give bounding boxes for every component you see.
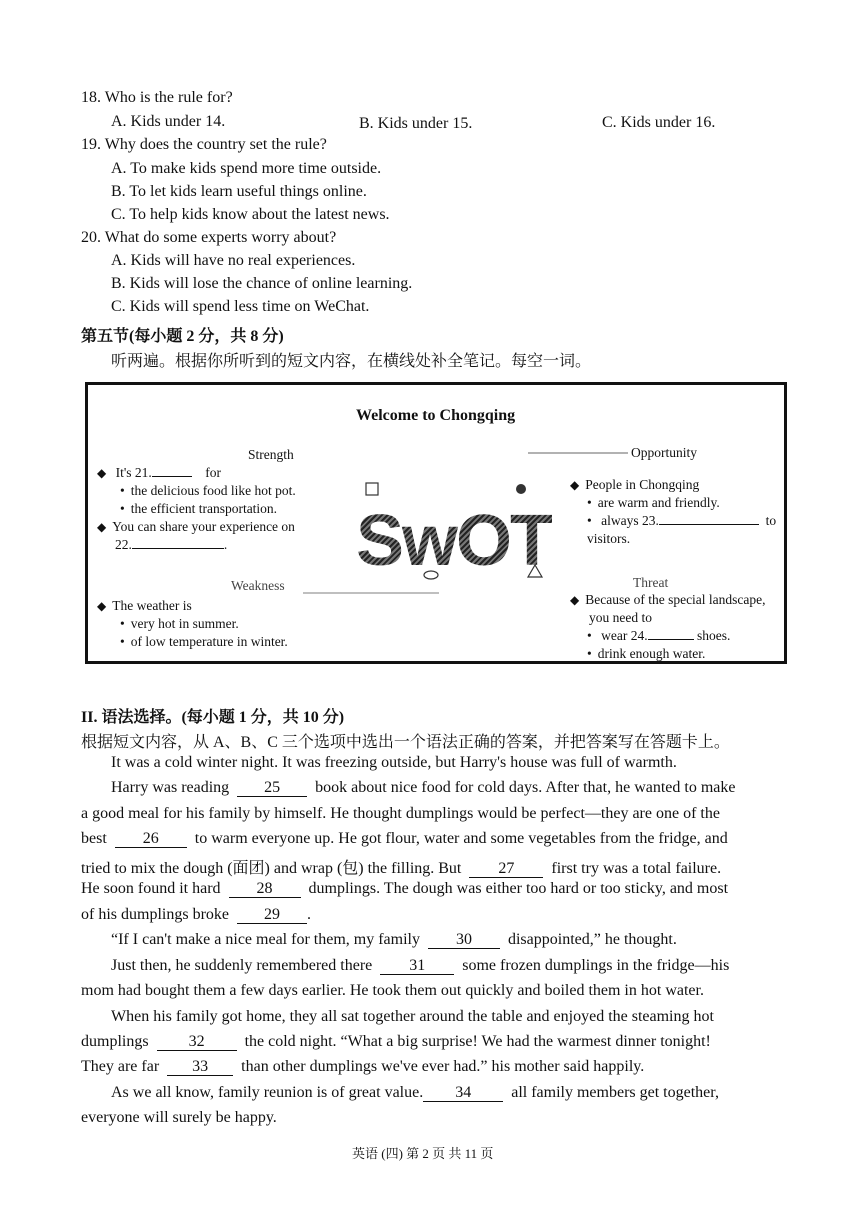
blank-26: 26	[115, 831, 187, 848]
passage-text: of his dumplings broke	[81, 906, 229, 923]
passage-text: all family members get together,	[511, 1084, 719, 1101]
swot-opportunity-sub2	[587, 513, 776, 529]
question-19-option-c: C. To help kids know about the latest news.	[111, 206, 390, 223]
passage-text: to warm everyone up. He got flour, water and some vegetables from the fridge, and	[194, 830, 728, 847]
question-19-option-a: A. To make kids spend more time outside.	[111, 160, 382, 177]
passage-line-5	[81, 855, 721, 878]
swot-threat-label: Threat	[633, 575, 669, 590]
blank-22-label: 22.	[115, 537, 132, 552]
swot-weakness-sub2: • of low temperature in winter.	[120, 634, 288, 650]
swot-weakness-line1: ◆ The weather is	[97, 598, 192, 614]
swot-decoration-icons	[350, 475, 553, 585]
swot-notes-box	[85, 382, 787, 664]
passage-line-2	[111, 779, 736, 797]
swot-strength-label: Strength	[248, 447, 294, 462]
blank-28: 28	[229, 881, 301, 898]
passage-text: disappointed,” he thought.	[507, 931, 677, 948]
page-footer: 英语 (四) 第 2 页 共 11 页	[352, 1146, 494, 1161]
cloud-icon	[424, 571, 438, 579]
blank-25: 25	[237, 780, 307, 797]
passage-line-12	[81, 1033, 711, 1051]
swot-title: Welcome to Chongqing	[356, 407, 516, 424]
passage-text: Harry was reading	[111, 779, 230, 796]
passage-line-1: It was a cold winter night. It was freezing outside, but Harry's house was full of warmth.	[111, 754, 677, 771]
passage-text: Just then, he suddenly remembered there	[111, 957, 373, 974]
strength-line1-for: for	[205, 465, 222, 480]
question-19-option-b: B. To let kids learn useful things online.	[111, 183, 367, 200]
passage-line-6	[81, 880, 728, 898]
passage-text: first try was a total failure.	[551, 860, 722, 877]
passage-text: dumplings	[81, 1033, 149, 1050]
blank-21	[152, 476, 192, 477]
swot-threat-sub2: • drink enough water.	[587, 646, 705, 662]
blank-22	[132, 548, 224, 549]
threat-sub1-text: wear 24.	[601, 628, 648, 643]
passage-text: than other dumplings we've ever had.” his mother said happily.	[241, 1058, 645, 1075]
threat-sub1-shoes: shoes.	[696, 628, 731, 643]
people-icon	[516, 484, 526, 494]
question-20-option-c: C. Kids will spend less time on WeChat.	[111, 298, 370, 315]
swot-opportunity-sub2-end: visitors.	[587, 531, 631, 546]
question-20-option-a: A. Kids will have no real experiences.	[111, 252, 356, 269]
swot-threat-line1: ◆ Because of the special landscape,	[570, 592, 766, 608]
passage-text: dumplings. The dough was either too hard or too sticky, and most	[308, 880, 729, 897]
swot-strength-line2: ◆ You can share your experience on	[97, 519, 295, 535]
swot-strength-sub1: • the delicious food like hot pot.	[120, 483, 296, 499]
blank-33: 33	[167, 1059, 233, 1076]
blank-24	[648, 639, 694, 640]
question-18-option-a: A. Kids under 14.	[111, 113, 226, 130]
swot-strength-line1	[97, 465, 221, 481]
blank-32: 32	[157, 1034, 237, 1051]
swot-strength-blank22: 22. .	[115, 537, 228, 552]
passage-text: They are far	[81, 1058, 160, 1075]
passage-text: .	[307, 906, 311, 923]
passage-line-11: When his family got home, they all sat together around the table and enjoyed the steaming hot	[111, 1008, 714, 1025]
strength-line1-text: It's 21.	[115, 465, 152, 480]
opportunity-sub2-to: to	[765, 513, 777, 528]
part-2-title: II. 语法选择。(每小题 1 分，共 10 分)	[81, 709, 345, 726]
weakness-connector-line	[303, 589, 443, 597]
blank-27: 27	[469, 861, 543, 878]
passage-line-15: everyone will surely be happy.	[81, 1109, 277, 1126]
blank-29: 29	[237, 907, 307, 924]
blank-31: 31	[380, 958, 454, 975]
question-18-stem: 18. Who is the rule for?	[81, 89, 233, 106]
swot-threat-line1b: you need to	[589, 610, 652, 625]
passage-line-7	[81, 906, 311, 924]
blank-30: 30	[428, 932, 500, 949]
question-20-stem: 20. What do some experts worry about?	[81, 229, 337, 246]
swot-watermark: SwOT	[356, 501, 553, 581]
question-20-option-b: B. Kids will lose the chance of online learning.	[111, 275, 413, 292]
passage-line-13	[81, 1058, 644, 1076]
part-2-instruction: 根据短文内容，从 A、B、C 三个选项中选出一个语法正确的答案，并把答案写在答题卡上。	[81, 734, 730, 751]
passage-line-9	[111, 957, 729, 975]
blank-34: 34	[423, 1085, 503, 1102]
passage-text: some frozen dumplings in the fridge—his	[462, 957, 730, 974]
passage-text: the cold night. “What a big surprise! We had the warmest dinner tonight!	[244, 1033, 711, 1050]
swot-weakness-label: Weakness	[231, 578, 285, 593]
swot-threat-sub1	[587, 628, 730, 644]
opportunity-sub2-text: always 23.	[601, 513, 659, 528]
passage-text: As we all know, family reunion is of great value.	[111, 1084, 424, 1101]
swot-weakness-sub1: • very hot in summer.	[120, 616, 239, 632]
passage-line-10: mom had bought them a few days earlier. He took them out quickly and boiled them in hot water.	[81, 982, 704, 999]
question-18-option-c: C. Kids under 16.	[602, 114, 716, 131]
swot-strength-sub2: • the efficient transportation.	[120, 501, 277, 517]
passage-text: book about nice food for cold days. After that, he wanted to make	[315, 779, 736, 796]
blank-23	[659, 524, 759, 525]
section-5-title: 第五节(每小题 2 分，共 8 分)	[81, 328, 284, 345]
swot-opportunity-label: Opportunity	[631, 445, 697, 460]
passage-line-14	[111, 1084, 719, 1102]
swot-opportunity-sub1: • are warm and friendly.	[587, 495, 720, 511]
swot-opportunity-line1: ◆ People in Chongqing	[570, 477, 699, 493]
passage-text: He soon found it hard	[81, 880, 221, 897]
hand-icon	[366, 483, 378, 495]
passage-line-8	[111, 931, 677, 949]
passage-line-3: a good meal for his family by himself. He thought dumplings would be perfect—they are one of the	[81, 805, 720, 822]
passage-line-4	[81, 830, 728, 848]
question-19-stem: 19. Why does the country set the rule?	[81, 136, 327, 153]
passage-text: “If I can't make a nice meal for them, my family	[111, 931, 420, 948]
section-5-instruction: 听两遍。根据你所听到的短文内容，在横线处补全笔记。每空一词。	[111, 353, 592, 370]
warning-icon	[528, 565, 542, 577]
passage-text: tried to mix the dough (面团) and wrap (包) the filling. But	[81, 860, 462, 877]
opportunity-connector-line	[528, 449, 632, 457]
question-18-option-b: B. Kids under 15.	[359, 115, 473, 132]
passage-text: best	[81, 830, 107, 847]
